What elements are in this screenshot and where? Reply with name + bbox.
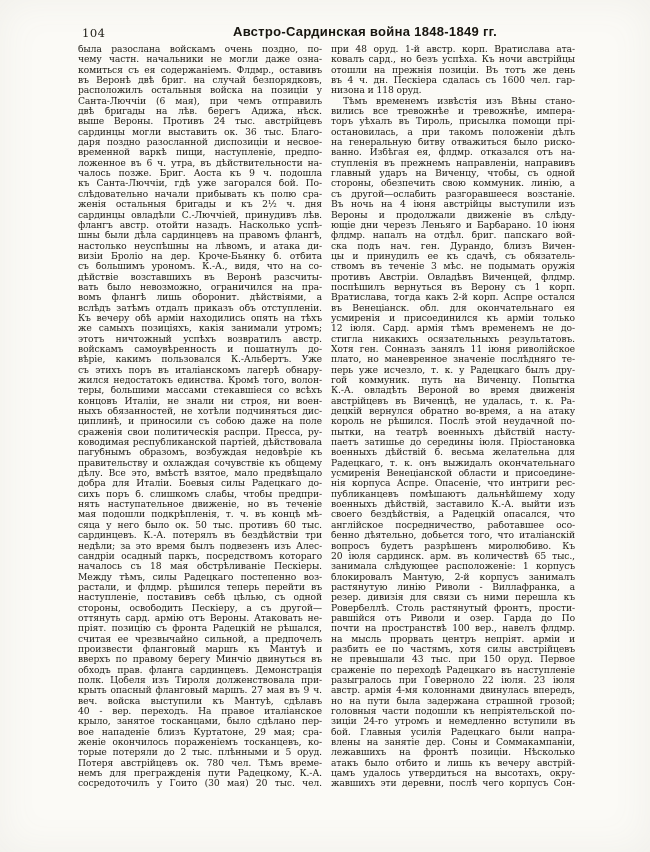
text-line: равшійся отъ Риволи и озер. Гарда до По — [331, 613, 575, 624]
text-line: крыть опасный фланговый маршъ. 27 мая въ 9 ч. — [78, 686, 322, 697]
text-line: на генеральную битву отважиться было риско- — [331, 138, 575, 149]
text-line: не превышали 43 тыс. при 150 оруд. Первое — [331, 655, 575, 666]
article-title: Австро-Сардинская война 1848-1849 гг. — [233, 24, 497, 39]
text-line: паетъ затишье до середины іюля. Пріостановка — [331, 438, 575, 449]
text-line: занимала слѣдующее расположеніе: 1 корпусъ — [331, 562, 575, 573]
text-line: Потеря австрійцевъ ок. 780 чел. Тѣмъ време- — [78, 758, 322, 769]
text-line: нія корпуса Аспре. Опасеніе, что интриги рес- — [331, 479, 575, 490]
text-line: атакъ было отбито и лишь къ вечеру австрій- — [331, 758, 575, 769]
text-line: началось съ 18 мая обстрѣливаніе Пескіеры. — [78, 562, 322, 573]
text-line: чалось позже. Бриг. Аоста къ 9 ч. подошла — [78, 169, 322, 180]
text-line: ванно. Избѣгая ея, флдмр. отказался отъ на- — [331, 148, 575, 159]
text-line: вились все тревожнѣе и тревожнѣе, импера- — [331, 107, 575, 118]
text-line: веч. войска выступили къ Мантуѣ, сдѣлавъ — [78, 696, 322, 707]
text-line: этотъ ничтожный успѣхъ возвратилъ австр. — [78, 334, 322, 345]
text-line: флангъ австр. отойти назадъ. Насколько успѣ- — [78, 220, 322, 231]
text-line: растали, и флдмр. рѣшился теперь перейти въ — [78, 582, 322, 593]
text-line: добра для Италіи. Боевыя силы Радецкаго до- — [78, 479, 322, 490]
text-line: почти на пространствѣ 100 вер., навелъ флдмр. — [331, 624, 575, 635]
text-line: въ 4 ч. дн. Пескіера сдалась съ 1600 чел. гар- — [331, 76, 575, 87]
text-line: децкій вернулся обратно во-время, а на атаку — [331, 407, 575, 418]
paragraph — [331, 45, 575, 97]
text-line: ложенное въ 6 ч. утра, въ дѣйствительности на- — [78, 158, 322, 169]
text-line: расположилъ остальныя войска на позиціи у — [78, 86, 322, 97]
text-line: влены на занятіе дер. Соны и Соммакампаніи, — [331, 738, 575, 749]
text-line: Радецкаго, т. к. онъ выжидалъ окончательнаго — [331, 458, 575, 469]
text-line: растянутую линію Риволи - Виллафранка, а — [331, 582, 575, 593]
text-line: 40 - вер. переходъ. На правое италіанское — [78, 707, 322, 717]
text-line: ствомъ въ теченіе 3 мѣс. не подымать оружія — [331, 262, 575, 273]
text-line: плато, но маневренное значеніе послѣдняго те- — [331, 355, 575, 366]
text-line: ющіе дни черезъ Леньяго и Барбарано. 10 іюня — [331, 220, 575, 231]
text-line: двѣ бригады на лѣв. берегъ Адижа, нѣск. — [78, 107, 322, 118]
text-line: сардинцевъ. К.-А. потерялъ въ бездѣйствіи три — [78, 531, 322, 542]
text-line: шны были дѣла сардинцевъ на правомъ флангѣ, — [78, 231, 322, 242]
text-line: перь уже исчезло, т. к. у Радецкаго былъ дру- — [331, 365, 575, 376]
text-line: но на пути была задержана страшной грозой; — [331, 696, 575, 707]
text-line: вслѣдъ затѣмъ отдалъ приказъ объ отступленіи. — [78, 303, 322, 314]
text-line: головныя части подошли къ непріятельской по- — [331, 707, 575, 717]
text-line: полк. Цобеля изъ Тироля долженствовала при- — [78, 675, 322, 686]
text-line: ска подъ нач. ген. Дурандо, близъ Вичен- — [331, 241, 575, 252]
text-line: къ Санта-Люччіи, гдѣ уже загорался бой. По- — [78, 179, 322, 190]
text-line: противъ Австріи. Овладѣвъ Виченцей, флдмр. — [331, 272, 575, 283]
text-line: 12 іюля. Сард. армія тѣмъ временемъ не до- — [331, 324, 575, 335]
text-line: австрійцевъ въ Виченцѣ, не удалась, т. к. Ра- — [331, 396, 575, 407]
text-line: цамъ удалось утвердиться на высотахъ, окру- — [331, 769, 575, 780]
text-line: была разослана войскамъ очень поздно, по- — [78, 45, 322, 55]
text-line: даря поздно разосланной диспозиціи и несвое- — [78, 138, 322, 149]
text-line: дѣлу. Все это, вмѣстѣ взятое, мало предвѣщало — [78, 469, 322, 480]
text-line: стороны, обезпечить свою коммуник. линію, а — [331, 179, 575, 190]
text-line: женія остальныя бригады и къ 2½ ч. дня — [78, 200, 322, 211]
text-line: гой коммуник. путь на Виченцу. Попытка — [331, 376, 575, 386]
text-line: ковалъ сард., но безъ успѣха. Къ ночи австрійцы — [331, 55, 575, 66]
text-line: сардинцы овладѣли С.-Люччіей, принудивъ лѣв. — [78, 210, 322, 221]
text-line: К.-А. овладѣть Вероной во время движенія — [331, 386, 575, 397]
text-line: нять наступательное движеніе, но въ теченіе — [78, 500, 322, 511]
text-line: циплинѣ, и приносили съ собою даже на поле — [78, 417, 322, 428]
text-line: сраженія свои политическія распри. Пресса, ру- — [78, 427, 322, 438]
text-line: низона и 118 оруд. — [331, 86, 422, 97]
paragraph — [78, 45, 322, 790]
text-line: Тѣмъ временемъ извѣстія изъ Вѣны стано- — [343, 96, 575, 107]
text-line: вое нападеніе близъ Куртатоне, 29 мая; сра- — [78, 727, 322, 738]
column-right — [331, 45, 575, 795]
text-line: лежавшихъ на фронтѣ позиціи. Нѣсколько — [331, 748, 575, 759]
text-line: главный ударъ на Виченцу, чтобы, съ одной — [331, 169, 575, 180]
text-line: ступленія въ прежнемъ направленіи, направивъ — [331, 158, 575, 169]
text-line: недѣли; за это время былъ подвезенъ изъ Алес- — [78, 541, 322, 552]
text-line: въ Веронѣ двѣ бриг. на случай безпорядковъ, — [78, 76, 322, 87]
text-line: остановилась, а при такомъ положеніи дѣлъ — [331, 127, 575, 138]
text-line: временной варкѣ пищи, наступленіе, предпо- — [78, 148, 322, 159]
text-line: флдмр. напалъ на отдѣл. бриг. папскаго вой- — [331, 231, 575, 242]
text-line: считая ее чрезвычайно сильной, а предпочелъ — [78, 634, 322, 645]
text-line: жавшихъ эти деревни, послѣ чего корпусъ Сон- — [331, 779, 575, 790]
text-line: наступленіе, поставивъ себѣ цѣлью, съ одной — [78, 593, 322, 604]
text-line: разыгралось при Говерноло 22 іюля. 23 іюля — [331, 675, 575, 686]
text-line: сихъ поръ б. слишкомъ слабы, чтобы предпри- — [78, 489, 322, 500]
text-line: сосредоточилъ у Гоито (30 мая) 20 тыс. чел. — [78, 779, 322, 790]
text-line: публиканцевъ помѣшаютъ дальнѣйшему ходу — [331, 489, 575, 500]
text-line: концовъ Италіи, не знали ни строя, ни воен- — [78, 396, 322, 407]
text-line: сардинцы могли выставить ок. 36 тыс. Благо- — [78, 127, 322, 138]
text-line: Санта-Люччіи (6 мая), при чемъ отправилъ — [78, 96, 322, 107]
text-line: съ этихъ поръ въ италіанскомъ лагерѣ обнару- — [78, 365, 322, 376]
text-line: ководимая республиканской партіей, дѣйствовала — [78, 438, 322, 449]
text-line: немъ для прегражденія пути Радецкому, К.-А. — [78, 769, 322, 780]
text-columns — [78, 45, 575, 795]
text-line: выше Вероны. Противъ 24 тыс. австрійцевъ — [78, 117, 322, 128]
text-line: войскамъ самоувѣренность и пошатнулъ до- — [78, 344, 322, 355]
text-line: ныхъ обязанностей, не хотѣли подчиняться дис- — [78, 407, 322, 418]
text-line: пагубнымъ образомъ, возбуждая недовѣріе къ — [78, 448, 322, 459]
text-line: вать было невозможно, ограничился на пра- — [78, 282, 322, 293]
text-line: Вратислава, тогда какъ 2-й корп. Аспре остался — [331, 293, 575, 304]
text-line: стигла никакихъ осязательныхъ результатовъ. — [331, 334, 575, 345]
text-line: Между тѣмъ, силы Радецкаго постепенно воз- — [78, 572, 322, 583]
text-line: бенно дѣятельно, добьется того, что италіанскій — [331, 531, 575, 542]
text-line: обходъ прав. фланга сардинцевъ. Демонстрація — [78, 665, 322, 676]
text-line: Вероны и продолжали движеніе въ слѣду- — [331, 210, 575, 221]
text-line: сраженіе по переходѣ Радецкаго въ наступленіе — [331, 665, 575, 676]
text-line: усмиренія и присоединился къ арміи только — [331, 313, 575, 324]
page-number: 104 — [82, 26, 106, 40]
text-line: сяца у него было ок. 50 тыс. противъ 60 тыс. — [78, 520, 322, 531]
text-line: сандріи осадный паркъ, посредствомъ котораго — [78, 551, 322, 562]
text-line: торъ уѣхалъ въ Тироль, присылка помощи прі- — [331, 117, 575, 128]
text-line: съ другой—ослабить разгоравшееся возстаніе. — [331, 189, 575, 200]
text-line: австр. армія 4-мя колоннами двинулась впередъ, — [331, 686, 575, 697]
text-line: слѣдовательно начали прибывать къ полю сра- — [78, 189, 322, 200]
text-line: правительству и охлаждая сочувствіе къ общему — [78, 458, 322, 469]
text-line: 20 іюля сардинск. арм. въ количествѣ 65 тыс., — [331, 551, 575, 562]
text-line: резер. дивизія для связи съ ними перешла къ — [331, 593, 575, 604]
text-line: съ большимъ урономъ. К.-А., видя, что на со- — [78, 262, 322, 273]
text-line: Къ вечеру обѣ арміи находились опять на тѣхъ — [78, 313, 322, 324]
text-line: цы и принудилъ ее къ сдачѣ, съ обязатель- — [331, 251, 575, 262]
text-line: Ровербеллѣ. Столь растянутый фронтъ, прости- — [331, 603, 575, 614]
text-line: жился недостатокъ единства. Кромѣ того, волон- — [78, 376, 322, 386]
text-line: разбить ее по частямъ, хотя силы австрійцевъ — [331, 644, 575, 655]
text-line: пріят. позицію съ фронта Радецкій не рѣшался, — [78, 624, 322, 635]
text-line: стороны, освободить Пескіеру, а съ другой— — [78, 603, 322, 614]
text-line: настолько неуспѣшны на лѣвомъ, и атака ди- — [78, 241, 322, 252]
paragraph — [331, 97, 575, 790]
text-line: король не рѣшился. Послѣ этой неудачной по- — [331, 417, 575, 428]
text-line: вопросъ будетъ разрѣшенъ миролюбиво. Къ — [331, 541, 575, 552]
text-line: на мысль прорвать центръ непріят. арміи и — [331, 634, 575, 645]
text-line: мая подошли подкрѣпленія, т. ч. въ концѣ мѣ- — [78, 510, 322, 521]
text-line: визіи Броліо на дер. Кроче-Бьянку б. отбита — [78, 251, 322, 262]
text-line: вомъ флангѣ лишь оборонит. дѣйствіями, а — [78, 293, 322, 304]
text-line: въ Венеціанск. обл. для окончательнаго ея — [331, 303, 575, 314]
text-line: дѣйствіе возставшихъ въ Веронѣ разсчиты- — [78, 272, 322, 283]
text-line: усмиренія Венеціанской области и присоедине- — [331, 469, 575, 480]
text-line: англійское посредничество, работавшее осо- — [331, 520, 575, 531]
text-line: своего бездѣйствія, а Радецкій опасался, что — [331, 510, 575, 521]
text-line: пытки, на театрѣ военныхъ дѣйствій насту- — [331, 427, 575, 438]
text-line: крыло, занятое тосканцами, было сдѣлано пер- — [78, 717, 322, 728]
text-line: при 48 оруд. 1-й австр. корп. Вратислава ата- — [331, 45, 575, 55]
text-line: комиться съ ея содержаніемъ. Флдмр., оставивъ — [78, 65, 322, 76]
text-line: женіе окончилось пораженіемъ тосканцевъ, ко- — [78, 738, 322, 749]
text-line: Хотя ген. Сонназъ занялъ 11 іюня риволійское — [331, 344, 575, 355]
column-left — [78, 45, 322, 795]
text-line: военныхъ дѣйствій, заставило К.-А. выйти изъ — [331, 500, 575, 511]
text-line: отошли на прежнія позиціи. Въ тотъ же день — [331, 65, 575, 76]
text-line: торые потеряли до 2 тыс. плѣнными и 5 оруд. — [78, 748, 322, 759]
text-line: поспѣшилъ вернуться въ Верону съ 1 корп. — [331, 282, 575, 293]
text-line: зиціи 24-го утромъ и немедленно вступили въ — [331, 717, 575, 728]
text-line: же самыхъ позиціяхъ, какія занимали утромъ; — [78, 324, 322, 335]
text-line: бой. Главныя усилія Радецкаго были напра- — [331, 727, 575, 738]
text-line: произвести фланговый маршъ къ Мантуѣ и — [78, 644, 322, 655]
text-line: чему частн. начальники не могли даже озна- — [78, 55, 322, 66]
text-line: вѣріе, какимъ пользовался К.-Альбертъ. Уже — [78, 355, 322, 366]
text-line: теры, большими массами стекавшіеся со всѣхъ — [78, 386, 322, 397]
text-line: блокировалъ Мантую, 2-й корпусъ занималъ — [331, 572, 575, 583]
text-line: оттянуть сард. армію отъ Вероны. Атаковать не- — [78, 613, 322, 624]
text-line: Въ ночь на 4 іюня австрійцы выступили изъ — [331, 200, 575, 211]
text-line: вверхъ по правому берегу Минчіо двинуться въ — [78, 655, 322, 666]
text-line: военныхъ дѣйствій б. весьма желательна для — [331, 448, 575, 459]
